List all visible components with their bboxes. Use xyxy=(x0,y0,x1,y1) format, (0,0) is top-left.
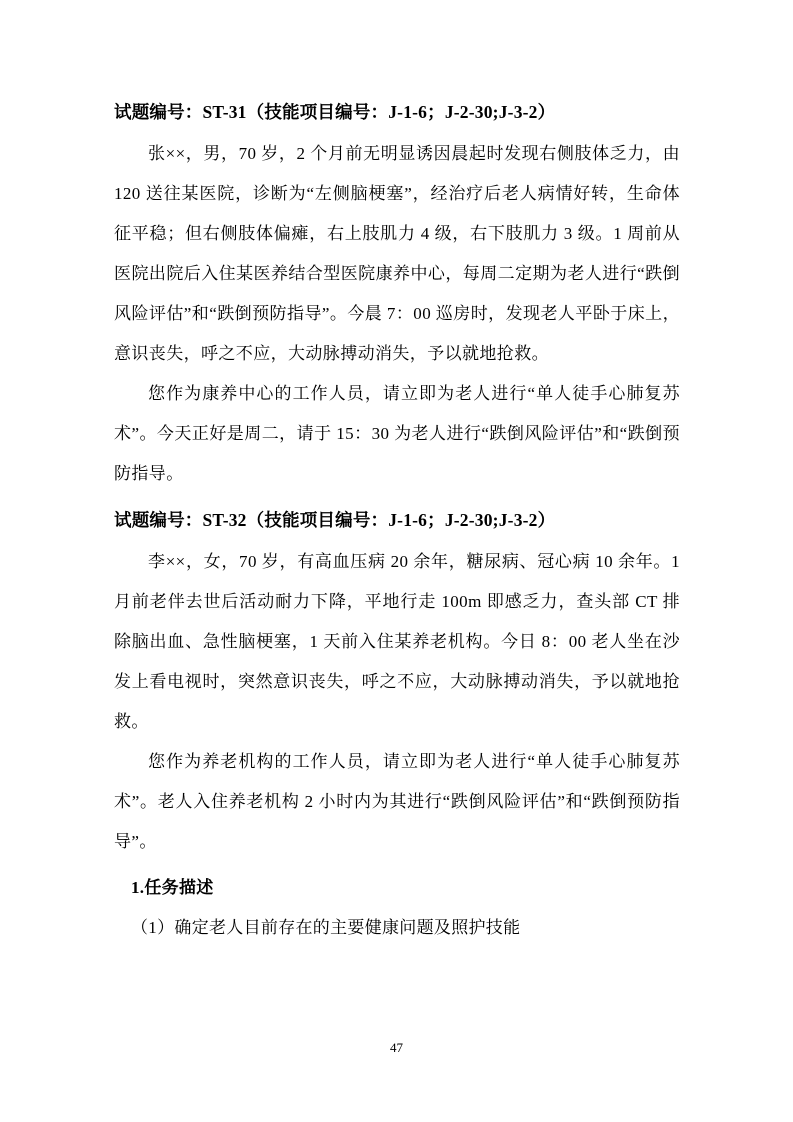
page-number: 47 xyxy=(390,1040,403,1055)
task-paragraph-st31: 您作为康养中心的工作人员，请立即为老人进行“单人徒手心肺复苏术”。今天正好是周二，请于 15：30 为老人进行“跌倒风险评估”和“跌倒预防指导。 xyxy=(114,384,680,483)
section-heading-task-description: 1.任务描述 xyxy=(131,878,214,897)
task-item-1: （1）确定老人目前存在的主要健康问题及照护技能 xyxy=(131,918,521,937)
question-heading-st31: 试题编号：ST-31（技能项目编号：J-1-6；J-2-30;J-3-2） xyxy=(114,102,556,122)
document-body xyxy=(114,92,680,948)
case-paragraph-st31: 张××，男，70 岁，2 个月前无明显诱因晨起时发现右侧肢体乏力，由 120 送往某医院，诊断为“左侧脑梗塞”，经治疗后老人病情好转，生命体征平稳；但右侧肢体偏瘫，右上肢肌力 4 级，右下肢肌力 3 级。1 周前从医院出院后入住某医养结合型医院康养中心，每周二定期为老人进行“跌倒风险评估”和“跌倒预防指导”。今晨 7：00 巡房时，发现老人平卧于床上，意识丧失，呼之不应，大动脉搏动消失，予以就地抢救。 xyxy=(114,144,680,363)
task-paragraph-st32: 您作为养老机构的工作人员，请立即为老人进行“单人徒手心肺复苏术”。老人入住养老机构 2 小时内为其进行“跌倒风险评估”和“跌倒预防指导”。 xyxy=(114,752,680,851)
question-heading-st32: 试题编号：ST-32（技能项目编号：J-1-6；J-2-30;J-3-2） xyxy=(114,510,556,530)
case-paragraph-st32: 李××，女，70 岁，有高血压病 20 余年，糖尿病、冠心病 10 余年。1 月前老伴去世后活动耐力下降，平地行走 100m 即感乏力，查头部 CT 排除脑出血、急性脑梗塞，1 天前入住某养老机构。今日 8：00 老人坐在沙发上看电视时，突然意识丧失，呼之不应，大动脉搏动消失，予以就地抢救。 xyxy=(114,552,680,731)
